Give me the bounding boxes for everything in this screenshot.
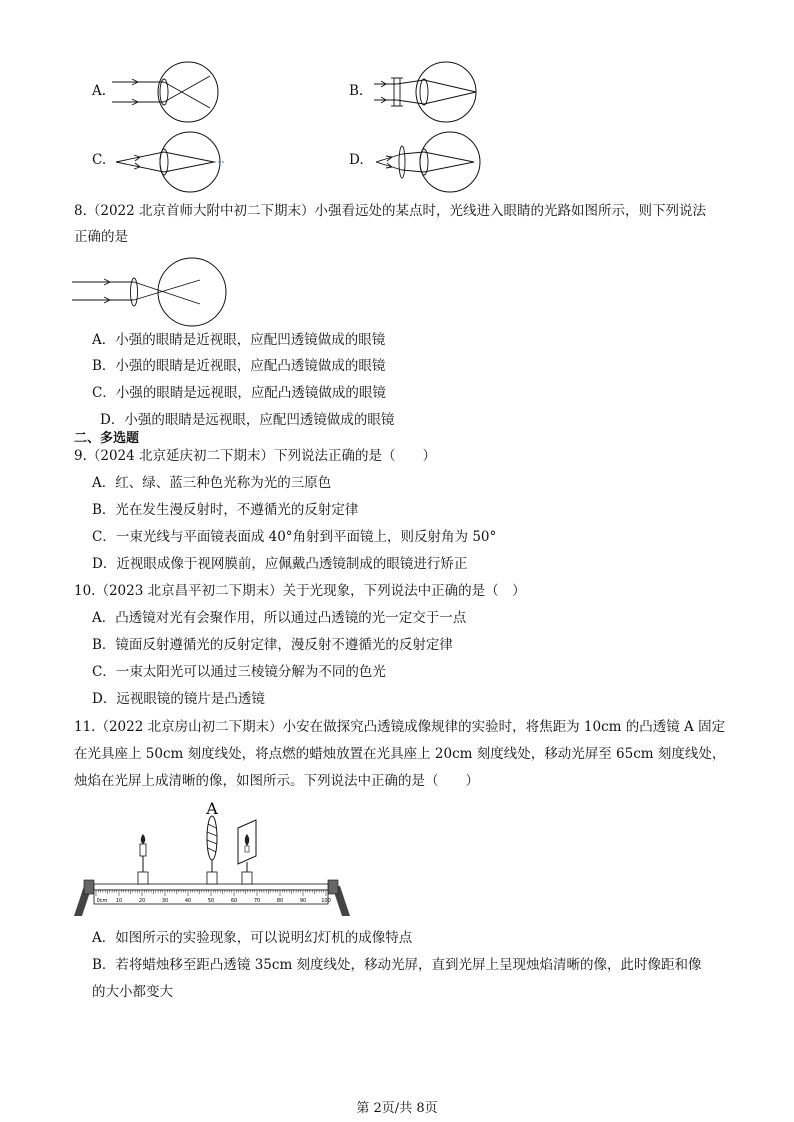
lens-label: A	[206, 799, 218, 818]
q10-option-a: A．凸透镜对光有会聚作用，所以通过凸透镜的光一定交于一点	[92, 610, 467, 626]
q8-stem-line1: 8.（2022 北京首师大附中初二下期末）小强看远处的某点时，光线进入眼睛的光路如图所示，则下列说法	[74, 203, 707, 219]
convex-lens-a	[205, 799, 218, 884]
light-screen	[238, 820, 256, 884]
q8-option-b: B．小强的眼睛是近视眼，应配凸透镜做成的眼镜	[92, 358, 386, 374]
q7-option-d-label: D.	[349, 152, 364, 168]
q11-stem-line3: 烛焰在光屏上成清晰的像，如图所示。下列说法中正确的是（ ）	[74, 773, 479, 789]
ruler-label: 10	[115, 898, 123, 904]
ruler-label: 60	[230, 898, 238, 904]
ruler-label: 80	[276, 898, 284, 904]
q11-stem-line2: 在光具座上 50cm 刻度线处，将点燃的蜡烛放置在光具座上 20cm 刻度线处，移动光屏至 65cm 刻度线处，	[74, 746, 726, 762]
q10-option-d: D．远视眼镜的镜片是凸透镜	[92, 691, 265, 707]
q10-stem: 10.（2023 北京昌平初二下期末）关于光现象，下列说法中正确的是（ ）	[74, 583, 526, 599]
q10-option-c: C．一束太阳光可以通过三棱镜分解为不同的色光	[92, 664, 386, 680]
q8-option-d: D．小强的眼睛是远视眼，应配凹透镜做成的眼镜	[100, 412, 395, 428]
q7-option-b-label: B.	[349, 83, 364, 99]
ruler-label: 50	[207, 898, 215, 904]
q8-option-a: A．小强的眼睛是近视眼，应配凹透镜做成的眼镜	[92, 332, 386, 348]
q9-option-c: C．一束光线与平面镜表面成 40°角射到平面镜上，则反射角为 50°	[92, 529, 497, 545]
q9-option-a: A．红、绿、蓝三种色光称为光的三原色	[92, 475, 332, 491]
ruler-label: 100	[321, 898, 331, 904]
page-footer: 第 2页/共 8页	[356, 1101, 438, 1116]
ruler-label: 70	[253, 898, 261, 904]
optical-bench-figure	[70, 800, 360, 920]
q11-option-a: A．如图所示的实验现象，可以说明幻灯机的成像特点	[92, 930, 413, 946]
q9-option-b: B．光在发生漫反射时，不遵循光的反射定律	[92, 502, 359, 518]
q9-stem: 9.（2024 北京延庆初二下期末）下列说法正确的是（ ）	[74, 448, 437, 464]
q11-option-b-line1: B．若将蜡烛移至距凸透镜 35cm 刻度线处，移动光屏，直到光屏上呈现烛焰清晰的像，此时像距和像	[92, 957, 702, 973]
q10-option-b: B．镜面反射遵循光的反射定律，漫反射不遵循光的反射定律	[92, 637, 453, 653]
ruler-label: 20	[138, 898, 146, 904]
ruler-label: 40	[184, 898, 192, 904]
q11-stem-line1: 11.（2022 北京房山初二下期末）小安在做探究凸透镜成像规律的实验时，将焦距为 10cm 的凸透镜 A 固定	[74, 719, 726, 735]
ruler-label: 0cm	[96, 898, 108, 904]
q11-option-b-line2: 的大小都变大	[92, 984, 173, 1000]
q8-stem-line2: 正确的是	[74, 229, 128, 245]
q8-option-c: C．小强的眼睛是远视眼，应配凸透镜做成的眼镜	[92, 385, 386, 401]
ruler-label: 30	[161, 898, 169, 904]
q8-eye-diagram	[70, 256, 230, 330]
ruler-label: 90	[299, 898, 307, 904]
candle	[138, 834, 148, 884]
section-title: 二、多选题	[74, 431, 140, 446]
eye-diagram-b	[372, 58, 482, 128]
q9-option-d: D．近视眼成像于视网膜前，应佩戴凸透镜制成的眼镜进行矫正	[92, 556, 468, 572]
q7-option-c-label: C.	[92, 152, 107, 168]
eye-diagram-a	[110, 58, 220, 128]
q7-option-a-label: A.	[92, 83, 107, 99]
eye-diagram-d	[372, 128, 492, 198]
eye-diagram-c	[110, 128, 230, 198]
